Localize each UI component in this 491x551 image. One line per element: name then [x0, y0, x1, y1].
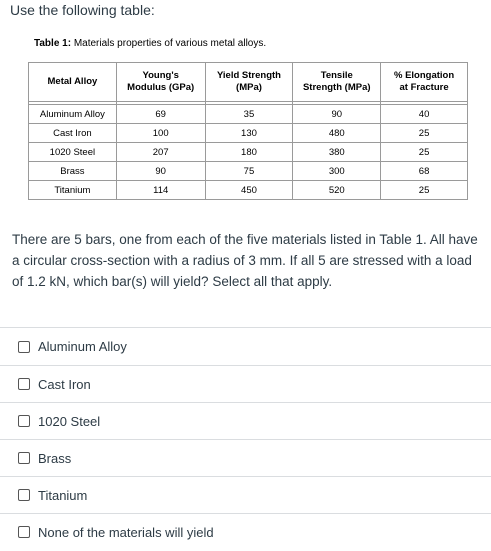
checkbox[interactable] — [18, 415, 30, 427]
cell-metal: Aluminum Alloy — [29, 105, 117, 124]
intro-text: Use the following table: — [10, 2, 155, 18]
option-label: Aluminum Alloy — [38, 339, 127, 354]
cell-tensile: 90 — [293, 105, 381, 124]
checkbox[interactable] — [18, 452, 30, 464]
cell-yield: 35 — [205, 105, 293, 124]
cell-modulus: 100 — [116, 124, 205, 143]
option-label: Brass — [38, 450, 72, 466]
cell-modulus: 207 — [116, 143, 205, 162]
cell-elongation: 25 — [381, 143, 468, 162]
cell-tensile: 480 — [293, 124, 381, 143]
answer-options — [0, 327, 491, 550]
cell-metal: Titanium — [29, 181, 117, 200]
table-caption-prefix: Table 1: — [34, 38, 72, 49]
option-brass[interactable] — [0, 439, 491, 476]
cell-yield: 180 — [205, 143, 293, 162]
checkbox[interactable] — [18, 489, 30, 501]
header-youngs-modulus: Young's Modulus (GPa) — [116, 63, 205, 102]
table-row — [29, 181, 468, 200]
table-header-row — [29, 63, 468, 102]
cell-modulus: 114 — [116, 181, 205, 200]
cell-tensile: 380 — [293, 143, 381, 162]
table-row — [29, 124, 468, 143]
header-metal-alloy: Metal Alloy — [29, 63, 117, 102]
header-tensile-strength: Tensile Strength (MPa) — [293, 63, 381, 102]
option-label: Cast Iron — [38, 376, 91, 392]
cell-yield: 450 — [205, 181, 293, 200]
table-caption-text: Materials properties of various metal alloys. — [73, 38, 267, 49]
checkbox[interactable] — [18, 378, 30, 390]
cell-elongation: 68 — [381, 162, 468, 181]
cell-yield: 130 — [205, 124, 293, 143]
option-label: None of the materials will yield — [38, 524, 214, 540]
cell-metal: 1020 Steel — [29, 143, 117, 162]
option-label: 1020 Steel — [38, 413, 101, 429]
table-row — [29, 143, 468, 162]
cell-elongation: 25 — [381, 181, 468, 200]
table-row — [29, 105, 468, 124]
cell-yield: 75 — [205, 162, 293, 181]
cell-elongation: 40 — [381, 105, 468, 124]
checkbox[interactable] — [18, 526, 30, 538]
option-1020-steel[interactable] — [0, 402, 491, 439]
option-none-will-yield[interactable] — [0, 513, 491, 550]
materials-table — [28, 62, 468, 200]
option-label: Titanium — [38, 487, 88, 503]
cell-modulus: 90 — [116, 162, 205, 181]
cell-modulus: 69 — [116, 105, 205, 124]
cell-tensile: 300 — [293, 162, 381, 181]
option-cast-iron[interactable] — [0, 365, 491, 402]
checkbox[interactable] — [18, 341, 30, 353]
option-titanium[interactable] — [0, 476, 491, 513]
table-caption — [34, 38, 266, 49]
table-row — [29, 162, 468, 181]
cell-tensile: 520 — [293, 181, 381, 200]
header-yield-strength: Yield Strength (MPa) — [205, 63, 293, 102]
cell-metal: Cast Iron — [29, 124, 117, 143]
header-elongation: % Elongation at Fracture — [381, 63, 468, 102]
cell-elongation: 25 — [381, 124, 468, 143]
cell-metal: Brass — [29, 162, 117, 181]
question-text: There are 5 bars, one from each of the five materials listed in Table 1. All have a circular cross-section with a radius of 3 mm. If all 5 are stressed with a load of 1.2 kN, which bar(s) will yield? Select all that apply. — [12, 232, 478, 289]
option-aluminum-alloy[interactable] — [0, 327, 491, 365]
